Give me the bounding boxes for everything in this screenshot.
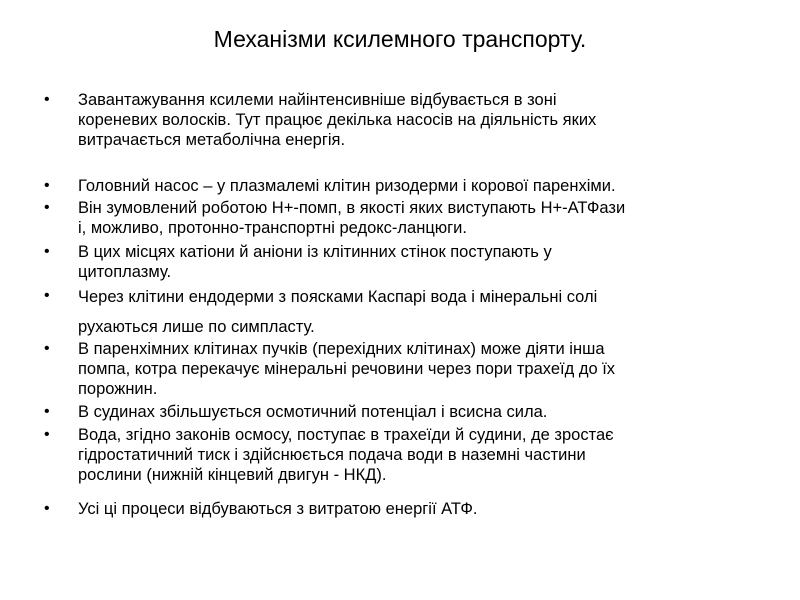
- bullet-text: [78, 242, 778, 282]
- bullet-line: Вода, згідно законів осмосу, поступає в трахеїди й судини, де зростає: [78, 426, 614, 444]
- bullet-line: помпа, котра перекачує мінеральні речовини через пори трахеїд до їх: [78, 360, 616, 378]
- bullet-text: [78, 90, 778, 150]
- bullet-line: порожнин.: [78, 380, 158, 398]
- bullet-line: цитоплазму.: [78, 263, 172, 281]
- bullet-dot: •: [44, 340, 50, 357]
- bullet-dot: •: [44, 177, 50, 194]
- bullet-dot: •: [44, 91, 50, 108]
- bullet-line: кореневих волосків. Тут працює декілька насосів на діяльність яких: [78, 111, 597, 129]
- bullet-text: [78, 402, 778, 422]
- bullet-line: В судинах збільшується осмотичний потенціал і всисна сила.: [78, 403, 548, 421]
- bullet-text: [78, 198, 778, 238]
- bullet-dot: •: [44, 426, 50, 443]
- bullet-line: Головний насос – у плазмалемі клітин ризодерми і корової паренхіми.: [78, 177, 616, 195]
- bullet-line: витрачається метаболічна енергія.: [78, 131, 346, 149]
- bullet-line: Завантажування ксилеми найінтенсивніше відбувається в зоні: [78, 91, 557, 109]
- bullet-text: [78, 282, 778, 342]
- bullet-dot: •: [44, 403, 50, 420]
- bullet-line: і, можливо, протонно-транспортні редокс-ланцюги.: [78, 219, 467, 237]
- bullet-line: рослини (нижній кінцевий двигун - НКД).: [78, 466, 387, 484]
- bullet-dot: •: [44, 287, 50, 304]
- bullet-line: Усі ці процеси відбуваються з витратою енергії АТФ.: [78, 500, 478, 518]
- bullet-text: [78, 499, 778, 519]
- bullet-line: В цих місцях катіони й аніони із клітинних стінок поступають у: [78, 243, 552, 261]
- bullet-text: [78, 176, 778, 196]
- bullet-line: гідростатичний тиск і здійснюється подача води в наземні частини: [78, 446, 586, 464]
- bullet-text: [78, 425, 778, 485]
- bullet-line: Він зумовлений роботою Н+-помп, в якості яких виступають Н+-АТФази: [78, 199, 626, 217]
- bullet-dot: •: [44, 243, 50, 260]
- bullet-dot: •: [44, 500, 50, 517]
- bullet-dot: •: [44, 199, 50, 216]
- bullet-line: В паренхімних клітинах пучків (перехідних клітинах) може діяти інша: [78, 340, 605, 358]
- bullet-text: [78, 339, 778, 399]
- slide-title: Механізми ксилемного транспорту.: [213, 26, 587, 52]
- bullet-line: рухаються лише по симпласту.: [78, 318, 315, 336]
- bullet-line: Через клітини ендодерми з поясками Каспарі вода і мінеральні солі: [78, 288, 598, 306]
